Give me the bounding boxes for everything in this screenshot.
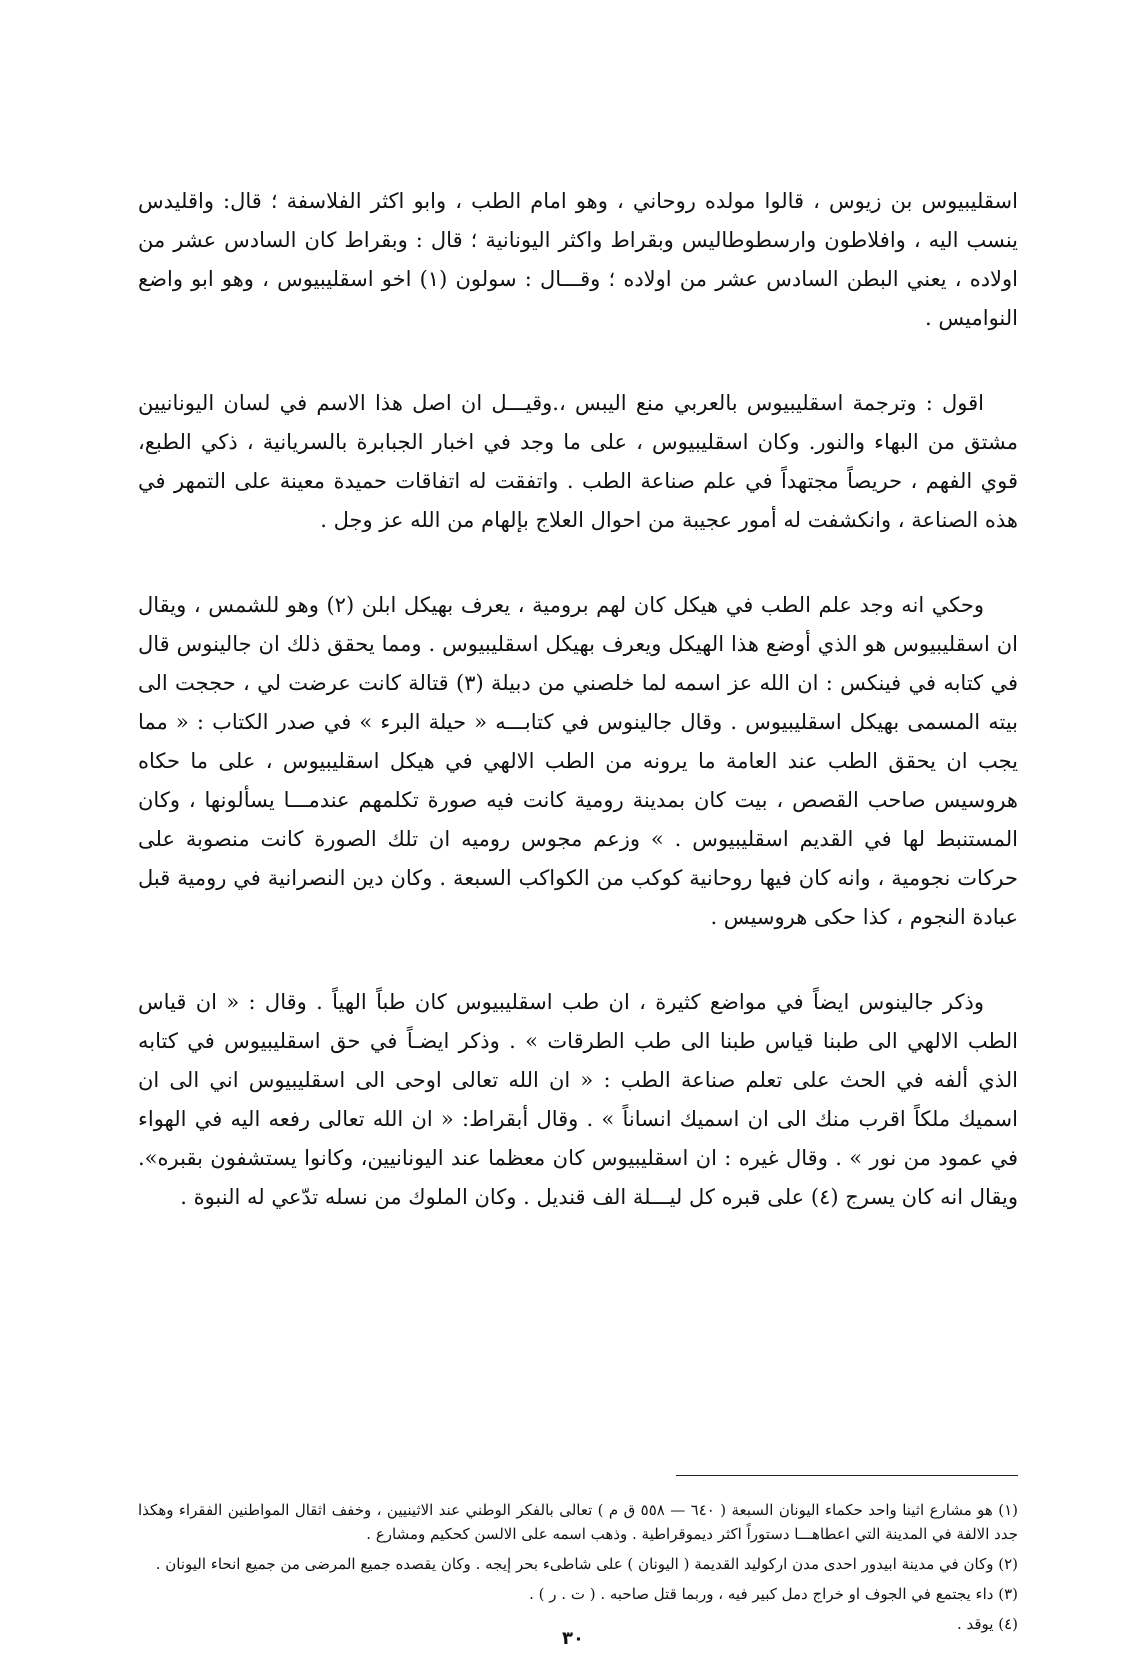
paragraph-3: وحكي انه وجد علم الطب في هيكل كان لهم برومية ، يعرف بهيكل ابلن (٢) وهو للشمس ، ويقال ان اسقليبيوس هو الذي أوضع هذا الهيكل ويعرف بهيكل اسقليبيوس . ومما يحقق ذلك ان جالينوس قال في كتابه في فينكس : ان الله عز اسمه لما خلصني من دبيلة (٣) قتالة كانت عرضت لي ، حججت الى بيته المسمى بهيكل اسقليبيوس . وقال جالينوس في كتابـــه « حيلة البرء » في صدر الكتاب : « مما يجب ان يحقق الطب عند العامة ما يرونه من الطب الالهي في هيكل اسقليبيوس ، على ما حكاه هروسيس صاحب القصص ، بيت كان بمدينة رومية كانت فيه صورة تكلمهم عندمـــا يسألونها ، وكان المستنبط لها في القديم اسقليبيوس . » وزعم مجوس روميه ان تلك الصورة كانت منصوبة على حركات نجومية ، وانه كان فيها روحانية كوكب من الكواكب السبعة . وكان دين النصرانية في رومية قبل عبادة النجوم ، كذا حكى هروسيس . <box>138 593 1018 929</box>
body-text <box>138 182 1018 1217</box>
paragraph-1: اسقليبيوس بن زيوس ، قالوا مولده روحاني ، وهو امام الطب ، وابو اكثر الفلاسفة ؛ قال: واقليدس ينسب اليه ، وافلاطون وارسطوطاليس وبقراط واكثر اليونانية ؛ قال : وبقراط كان السادس عشر من اولاده ، يعني البطن السادس عشر من اولاده ؛ وقـــال : سولون (١) اخو اسقليبيوس ، وهو ابو واضع النواميس . <box>138 189 1018 330</box>
paragraph-4: وذكر جالينوس ايضاً في مواضع كثيرة ، ان طب اسقليبيوس كان طباً الهياً . وقال : « ان قياس الطب الالهي الى طبنا قياس طبنا الى طب الطرقات » . وذكر ايضـاً في حق اسقليبيوس في كتابه الذي ألفه في الحث على تعلم صناعة الطب : « ان الله تعالى اوحى الى اسقليبيوس اني الى ان اسميك ملكاً اقرب منك الى ان اسميك انساناً » . وقال أبقراط: « ان الله تعالى رفعه اليه في الهواء في عمود من نور » . وقال غيره : ان اسقليبيوس كان معظما عند اليونانيين، وكانوا يستشفون بقبره». ويقال انه كان يسرج (٤) على قبره كل ليـــلة الف قنديل . وكان الملوك من نسله تدّعي له النبوة . <box>138 990 1018 1209</box>
footnote-3: (٣) داء يجتمع في الجوف او خراج دمل كبير فيه ، وربما قتل صاحبه . ( ت . ر ) . <box>529 1585 1018 1603</box>
footnotes <box>138 1498 1018 1642</box>
footnote-2: (٢) وكان في مدينة ابيدور احدى مدن اركوليد القديمة ( اليونان ) على شاطىء بحر إيجه . وكان يقصده جميع المرضى من جميع انحاء اليونان . <box>155 1555 1018 1573</box>
paragraph-2: اقول : وترجمة اسقليبيوس بالعربي منع اليبس ،.وقيـــل ان اصل هذا الاسم في لسان اليونانيين مشتق من البهاء والنور. وكان اسقليبيوس ، على ما وجد في اخبار الجبابرة بالسريانية ، ذكي الطبع، قوي الفهم ، حريصاً مجتهداً في علم صناعة الطب . واتفقت له اتفاقات حميدة معينة على التمهر في هذه الصناعة ، وانكشفت له أمور عجيبة من احوال العلاج بإلهام من الله عز وجل . <box>138 391 1018 532</box>
page-number: ٣٠ <box>562 1628 584 1649</box>
footnote-4: (٤) يوقد . <box>956 1615 1018 1633</box>
footnote-1: (١) هو مشارع اثينا واحد حكماء اليونان السبعة ( ٦٤٠ — ٥٥٨ ق م ) تعالى بالفكر الوطني عند الاثينيين ، وخفف اثقال المواطنين الفقراء وهكذا جدد الالفة في المدينة التي اعطاهـــا دستوراً اكثر ديموقراطية . وذهب اسمه على الالسن كحكيم ومشارع . <box>138 1501 1018 1543</box>
footnote-separator <box>676 1475 1018 1476</box>
